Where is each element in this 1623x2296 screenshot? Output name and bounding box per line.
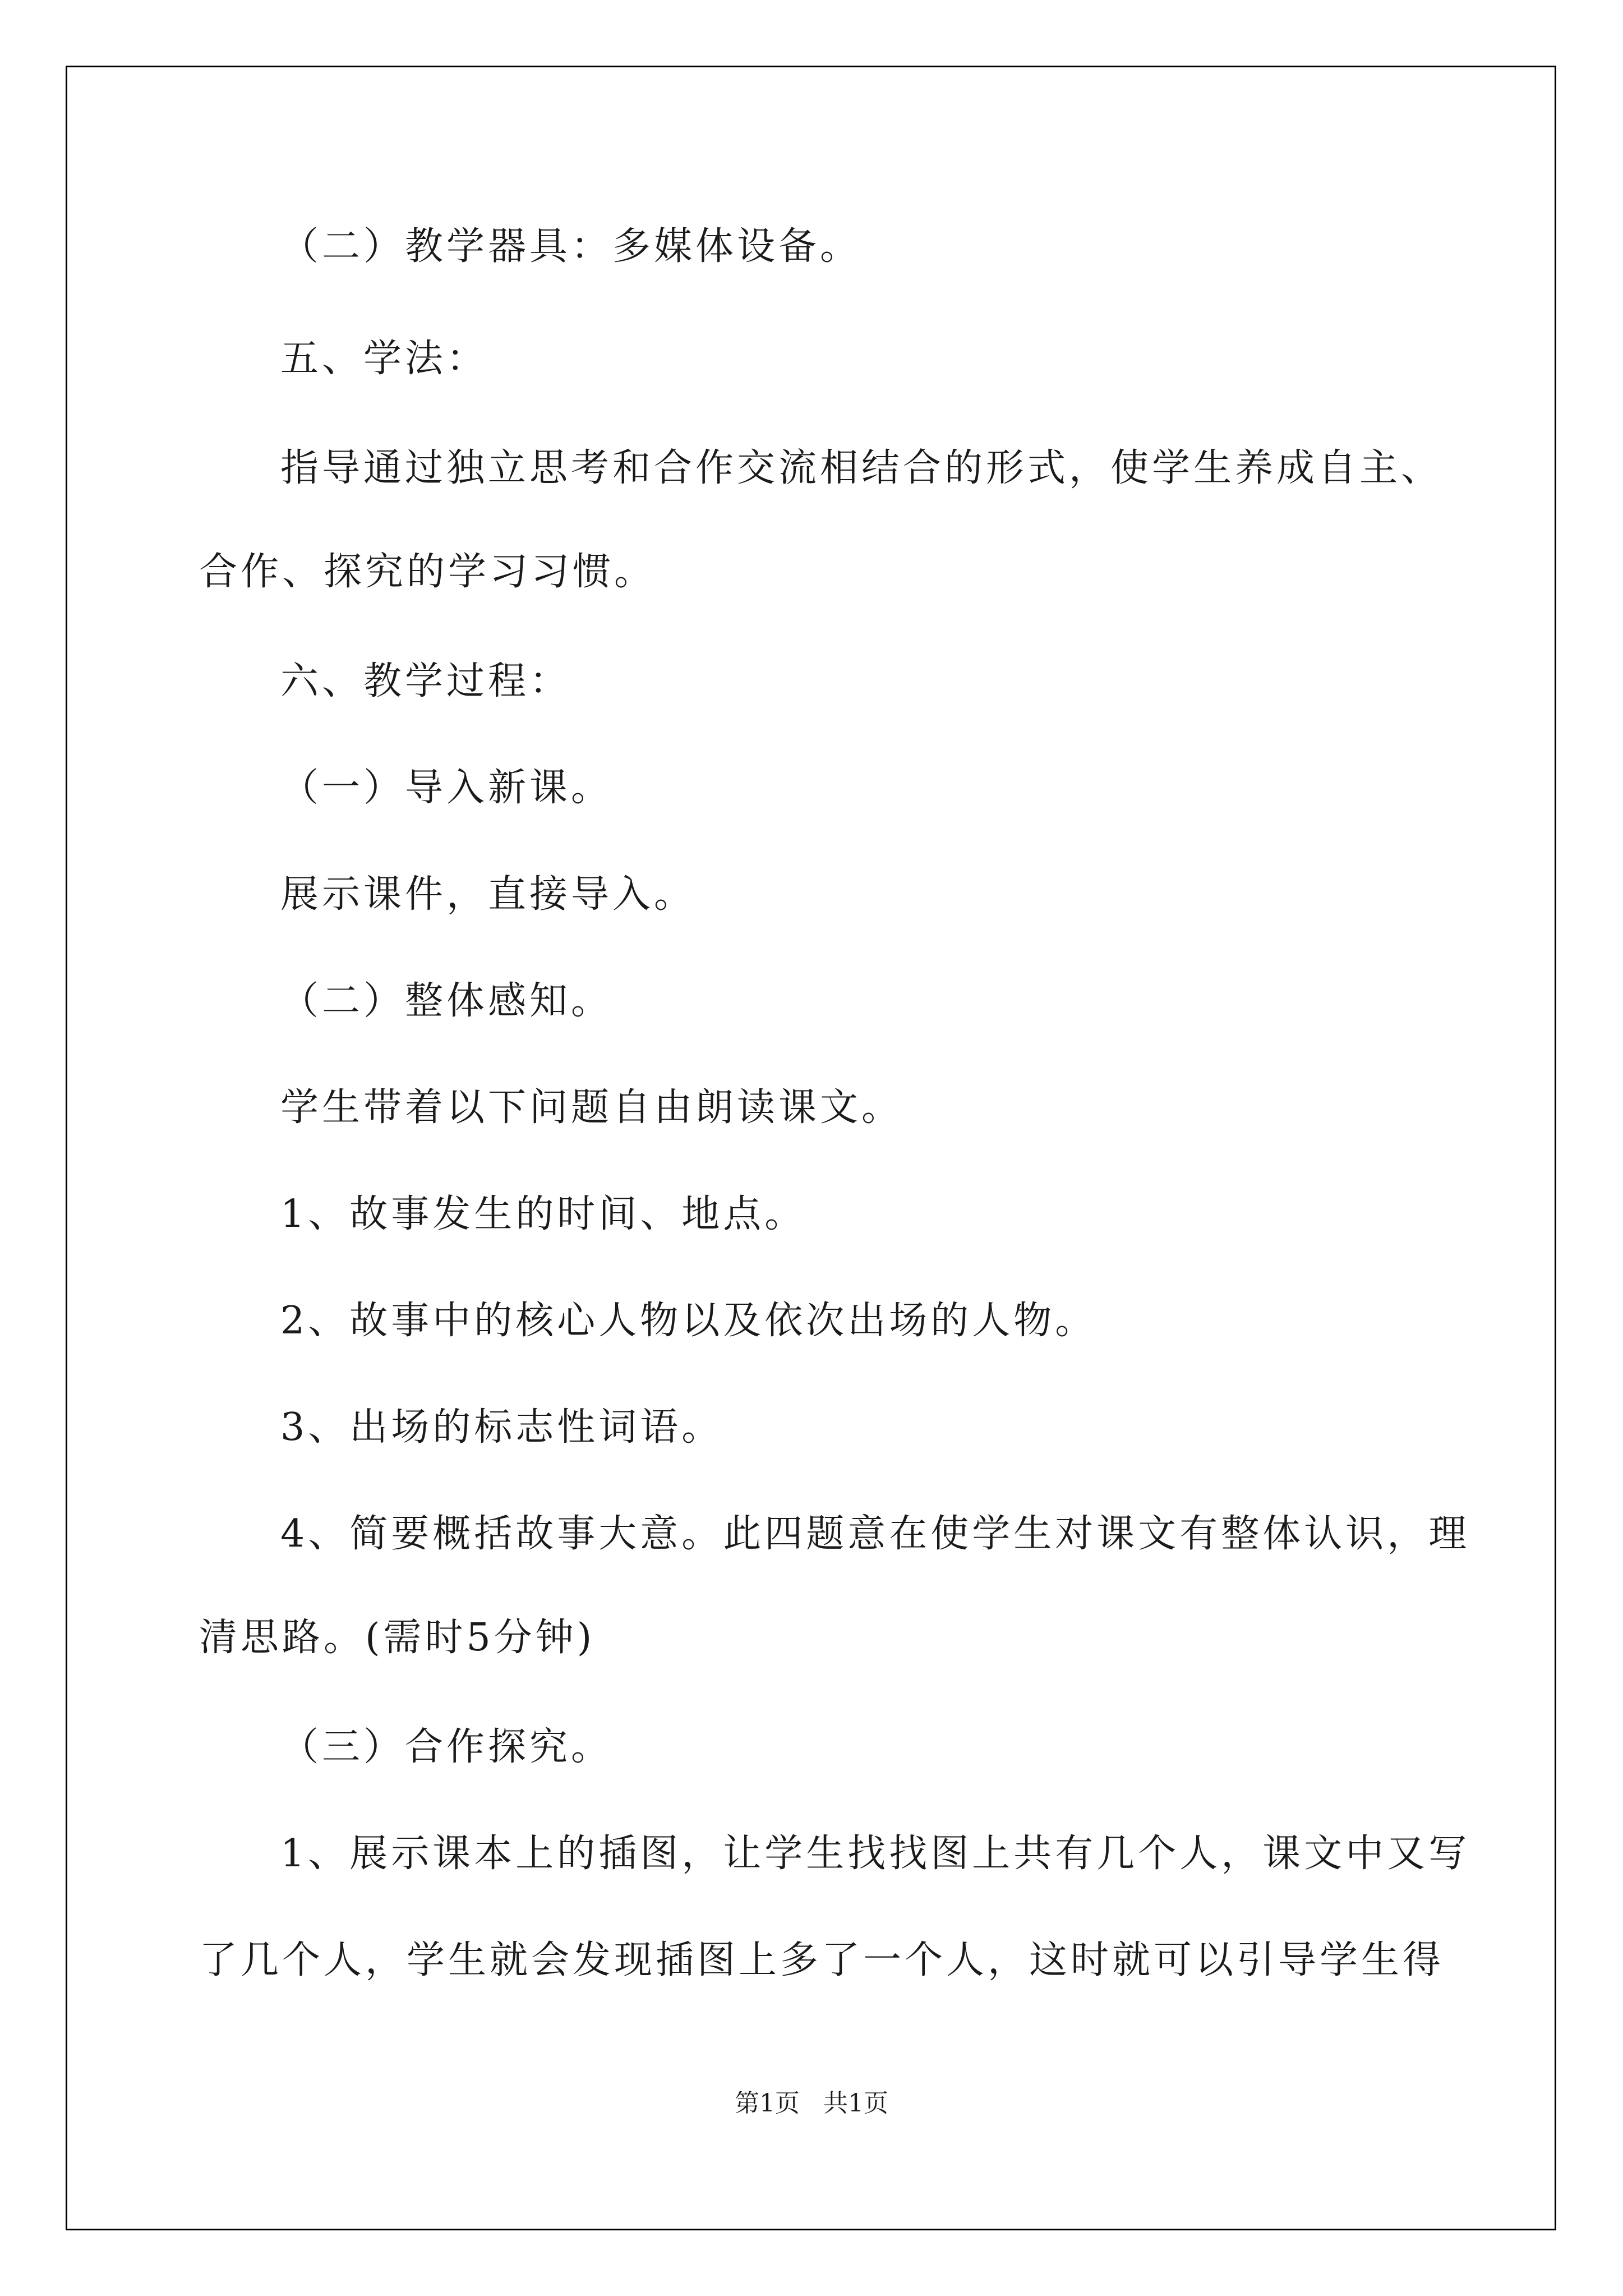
page-border (66, 66, 1556, 2230)
list-item: 1、展示课本上的插图，让学生找找图上共有几个人，课文中又写 (280, 1832, 1470, 1876)
text-line: 合作、探究的学习习惯。 (199, 550, 656, 594)
section-heading: 六、教学过程： (280, 659, 571, 703)
list-item: 4、简要概括故事大意。此四题意在使学生对课文有整体认识，理 (280, 1512, 1470, 1556)
text-line: （二）教学器具：多媒体设备。 (280, 224, 862, 269)
text-line: 清思路。(需时5分钟) (199, 1616, 596, 1660)
text-line: 了几个人，学生就会发现插图上多了一个人，这时就可以引导学生得 (199, 1938, 1445, 1982)
text-line: 指导通过独立思考和合作交流相结合的形式，使学生养成自主、 (280, 446, 1443, 490)
subsection-heading: （三）合作探究。 (280, 1725, 613, 1769)
section-heading: 五、学法： (280, 337, 488, 381)
subsection-heading: （二）整体感知。 (280, 979, 613, 1023)
list-item: 3、出场的标志性词语。 (280, 1405, 723, 1450)
text-line: 学生带着以下问题自由朗读课文。 (280, 1085, 903, 1130)
list-item: 2、故事中的核心人物以及依次出场的人物。 (280, 1299, 1097, 1343)
text-line: 展示课件，直接导入。 (280, 872, 696, 917)
page-number: 第1页 共1页 (735, 2089, 888, 2118)
list-item: 1、故事发生的时间、地点。 (280, 1192, 806, 1236)
subsection-heading: （一）导入新课。 (280, 766, 613, 810)
